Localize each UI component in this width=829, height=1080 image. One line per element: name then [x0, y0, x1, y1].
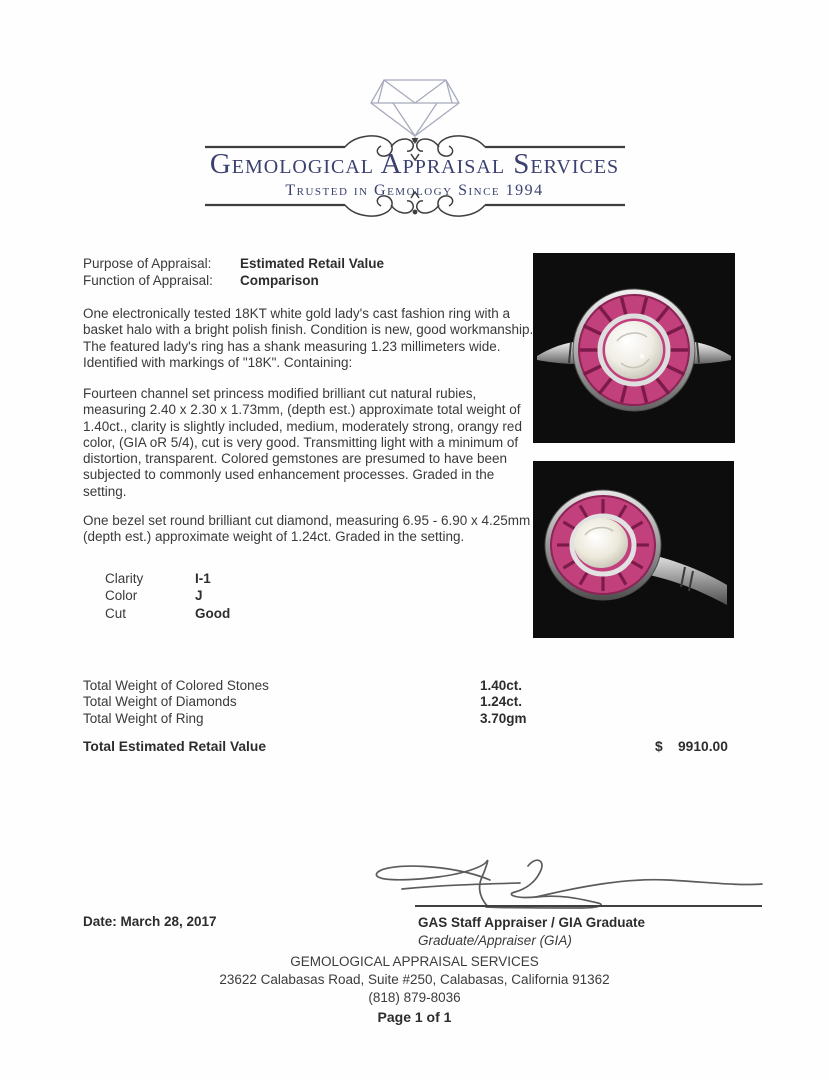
retail-value-label: Total Estimated Retail Value — [83, 739, 266, 754]
diamonds-weight-label: Total Weight of Diamonds — [83, 694, 237, 710]
signer-title: GAS Staff Appraiser / GIA Graduate — [418, 915, 646, 930]
ring-side-illustration — [533, 461, 734, 638]
clarity-label: Clarity — [105, 571, 144, 586]
diamonds-weight-value: 1.24ct. — [480, 694, 523, 710]
grade-row-color — [105, 587, 230, 604]
ring-weight-label: Total Weight of Ring — [83, 710, 204, 726]
purpose-value: Estimated Retail Value — [240, 256, 385, 271]
colored-stones-label: Total Weight of Colored Stones — [83, 678, 269, 693]
footer-company: GEMOLOGICAL APPRAISAL SERVICES — [290, 954, 539, 969]
diamond-grade-table — [105, 570, 230, 622]
signer-subtitle: Graduate/Appraiser (GIA) — [418, 933, 572, 948]
description-paragraph-ring: One electronically tested 18KT white gold lady's cast fashion ring with a basket halo with a bright polish finish. Condition is new, good workmanship. The featured lady's ring has a shank measuring 1.23 millimeters wide. Identified with markings of "18K". Containing: — [83, 306, 534, 370]
ring-photo-side — [533, 461, 734, 638]
appraisal-date: Date: March 28, 2017 — [83, 914, 217, 929]
company-tagline: Trusted in Gemology Since 1994 — [285, 182, 544, 199]
function-value: Comparison — [240, 273, 319, 288]
total-row-diamonds — [83, 694, 527, 710]
footer-address: 23622 Calabasas Road, Suite #250, Calabasas, California 91362 — [219, 972, 610, 987]
weight-totals-table — [83, 678, 527, 727]
page-indicator: Page 1 of 1 — [377, 1009, 452, 1025]
cut-value: Good — [195, 605, 231, 621]
signature-line — [415, 905, 762, 907]
grade-row-cut — [105, 605, 230, 622]
ring-front-illustration — [533, 253, 735, 443]
total-row-colored-stones — [83, 678, 527, 694]
purpose-label: Purpose of Appraisal: — [83, 256, 212, 271]
cut-label: Cut — [105, 605, 127, 621]
color-value: J — [195, 588, 203, 604]
purpose-row — [83, 255, 384, 272]
function-row — [83, 272, 384, 289]
signer-block — [418, 914, 645, 950]
total-row-ring — [83, 711, 527, 727]
ring-photo-front — [533, 253, 735, 443]
appraisal-purpose-block — [83, 255, 384, 289]
footer-phone: (818) 879-8036 — [368, 990, 461, 1005]
color-label: Color — [105, 588, 138, 604]
description-paragraph-diamond: One bezel set round brilliant cut diamond, measuring 6.95 - 6.90 x 4.25mm (depth est.) approximate weight of 1.24ct. Graded in the setting. — [83, 513, 531, 545]
company-title: Gemological Appraisal Services — [209, 148, 620, 180]
currency-symbol: $ — [655, 739, 663, 754]
function-label: Function of Appraisal: — [83, 273, 213, 288]
clarity-value: I-1 — [195, 571, 211, 586]
grade-row-clarity — [105, 570, 230, 587]
ring-weight-value: 3.70gm — [480, 710, 527, 726]
diamond-logo-icon — [195, 72, 635, 222]
appraiser-signature — [368, 850, 768, 910]
description-paragraph-rubies: Fourteen channel set princess modified brilliant cut natural rubies, measuring 2.40 x 2.30 x 1.73mm, (depth est.) approximate total weight of 1.40ct., clarity is slightly included, medium, moderately strong, orangy red color, (GIA oR 5/4), cut is very good. Transmitting light with a minimum of distortion, transparent. Colored gemstones are presumed to have been subjected to commonly used enhancement processes. Graded in the setting. — [83, 386, 522, 499]
colored-stones-value: 1.40ct. — [480, 678, 523, 693]
retail-value-amount: 9910.00 — [678, 739, 728, 754]
